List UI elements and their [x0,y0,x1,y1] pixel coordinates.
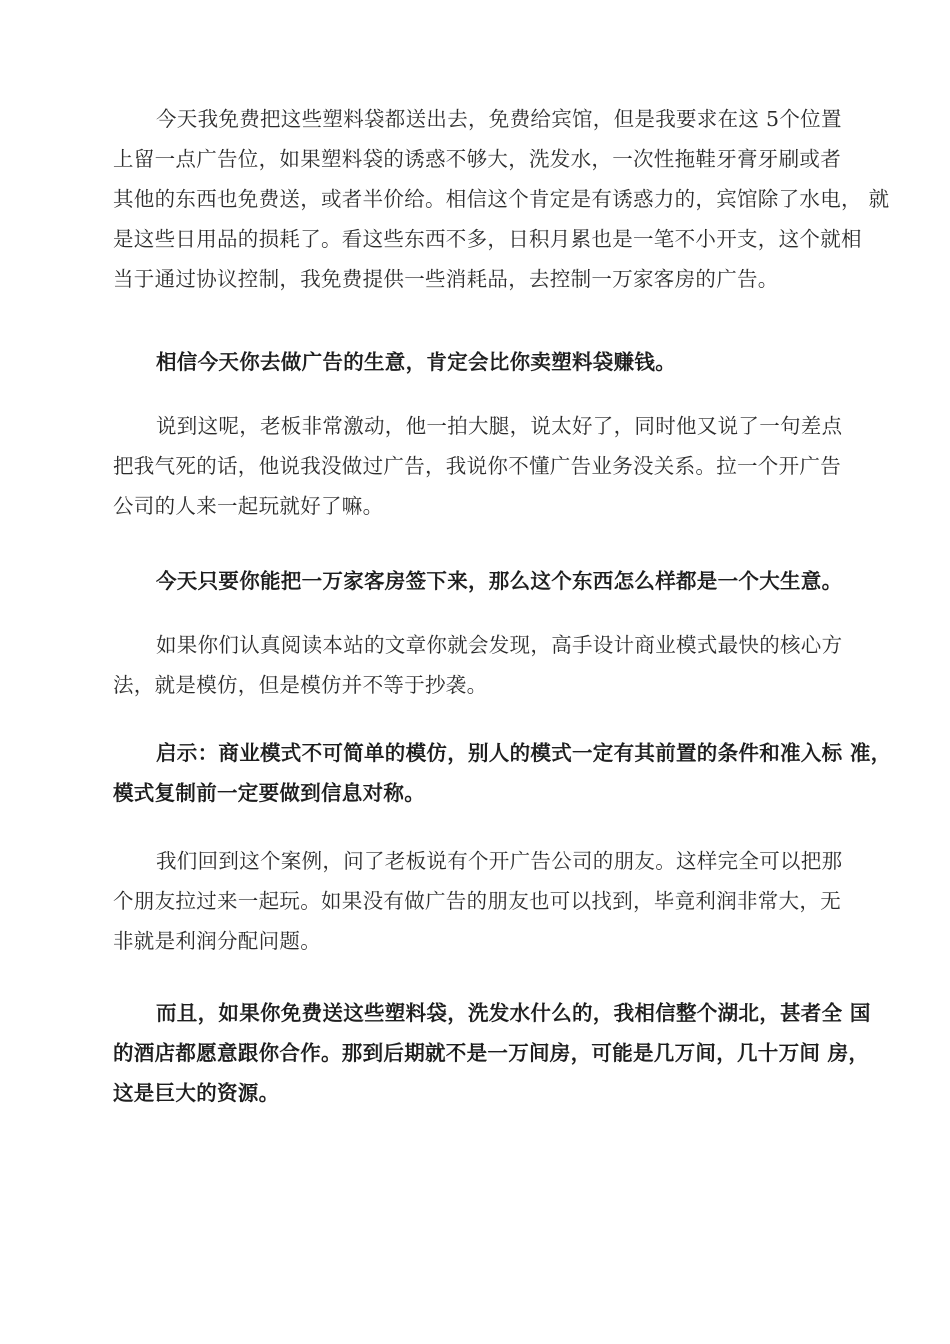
paragraph-7 [113,841,871,961]
paragraph-8-line-3: 这是巨大的资源。 [113,1081,280,1105]
paragraph-7-line-2: 个朋友拉过来一起玩。如果没有做广告的朋友也可以找到，毕竟利润非常大，无 [113,889,841,913]
paragraph-2-line-1: 相信今天你去做广告的生意，肯定会比你卖塑料袋赚钱。 [156,350,676,374]
paragraph-8-line-1: 而且，如果你免费送这些塑料袋，洗发水什么的，我相信整个湖北，甚者全 国 [156,1001,871,1025]
paragraph-6-line-1: 启示：商业模式不可简单的模仿，别人的模式一定有其前置的条件和准入标 准， [156,741,892,765]
paragraph-4-line-1: 今天只要你能把一万家客房签下来，那么这个东西怎么样都是一个大生意。 [156,569,843,593]
paragraph-1-line-2: 上留一点广告位，如果塑料袋的诱惑不够大，洗发水，一次性拖鞋牙膏牙刷或者 [113,147,841,171]
paragraph-1-line-3: 其他的东西也免费送，或者半价给。相信这个肯定是有诱惑力的，宾馆除了水电， 就 [113,187,890,211]
paragraph-5 [113,625,871,705]
paragraph-1 [113,99,890,299]
paragraph-4-bold [113,561,871,601]
paragraph-6-bold [113,733,892,813]
paragraph-5-line-2: 法，就是模仿，但是模仿并不等于抄袭。 [113,673,488,697]
paragraph-7-line-3: 非就是利润分配问题。 [113,929,321,953]
paragraph-3-line-1: 说到这呢，老板非常激动，他一拍大腿，说太好了，同时他又说了一句差点 [156,414,843,438]
paragraph-6-line-2: 模式复制前一定要做到信息对称。 [113,781,425,805]
paragraph-3-line-3: 公司的人来一起玩就好了嘛。 [113,494,384,518]
paragraph-8-bold [113,993,871,1113]
paragraph-7-line-1: 我们回到这个案例，问了老板说有个开广告公司的朋友。这样完全可以把那 [156,849,843,873]
paragraph-1-line-5: 当于通过协议控制，我免费提供一些消耗品，去控制一万家客房的广告。 [113,267,779,291]
paragraph-3 [113,406,871,526]
paragraph-3-line-2: 把我气死的话，他说我没做过广告，我说你不懂广告业务没关系。拉一个开广告 [113,454,841,478]
paragraph-8-line-2: 的酒店都愿意跟你合作。那到后期就不是一万间房，可能是几万间，几十万间 房， [113,1041,870,1065]
paragraph-1-line-1: 今天我免费把这些塑料袋都送出去，免费给宾馆，但是我要求在这 5个位置 [156,107,842,131]
paragraph-1-line-4: 是这些日用品的损耗了。看这些东西不多，日积月累也是一笔不小开支，这个就相 [113,227,862,251]
paragraph-5-line-1: 如果你们认真阅读本站的文章你就会发现，高手设计商业模式最快的核心方 [156,633,843,657]
paragraph-2-bold [113,342,871,382]
